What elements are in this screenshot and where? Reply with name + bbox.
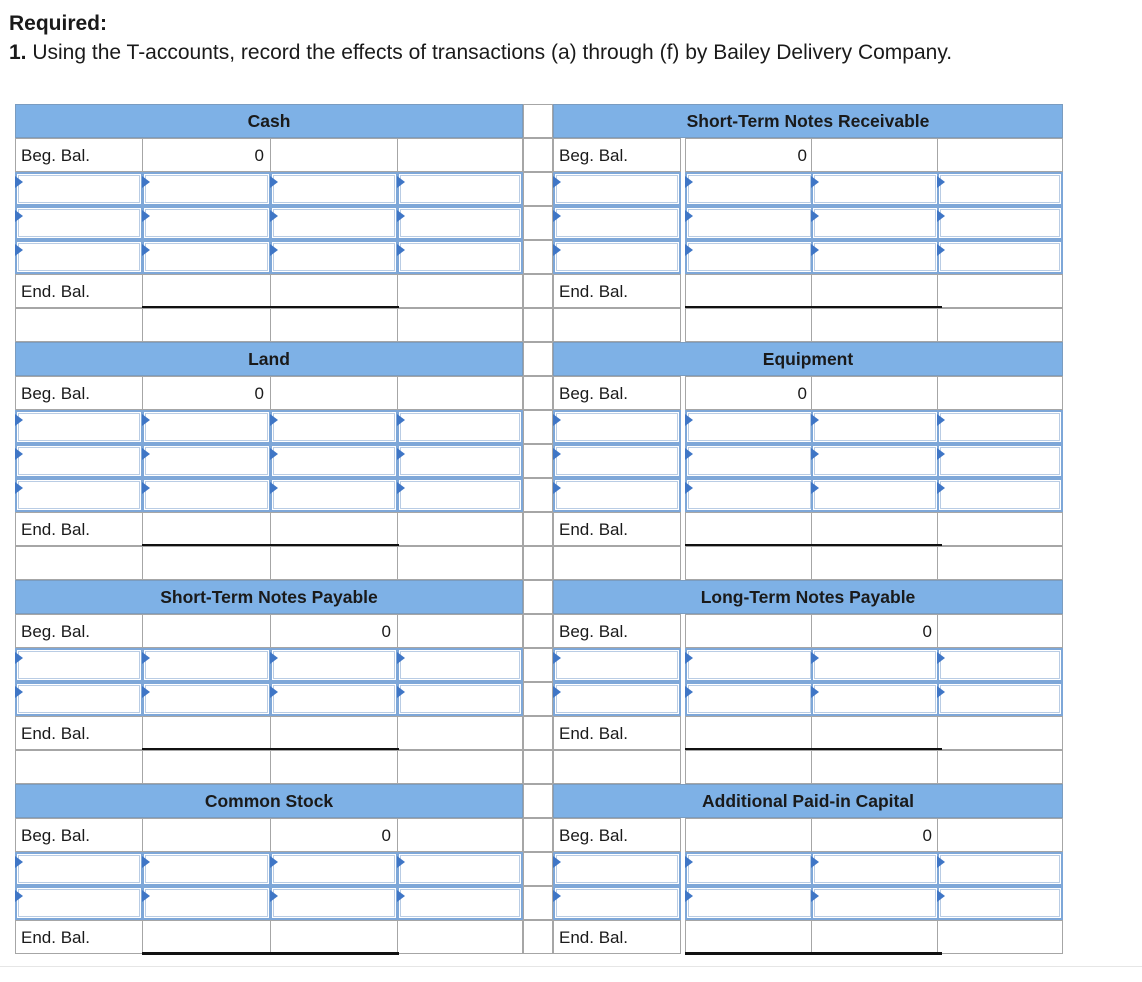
cash-transaction-ref-input[interactable] <box>15 172 143 206</box>
apic-debit-amount-input[interactable] <box>685 852 814 886</box>
equipment-credit-amount-input[interactable] <box>811 410 939 444</box>
separator-cell <box>523 512 553 546</box>
stnp-account-title: Short-Term Notes Payable <box>15 580 523 614</box>
common-stock-end-credit <box>270 920 398 954</box>
common-stock-beg-credit: 0 <box>270 818 398 852</box>
spacer-cell <box>142 546 271 580</box>
cash-extra-input[interactable] <box>397 206 523 240</box>
apic-credit-amount-input[interactable] <box>811 852 939 886</box>
spacer-cell <box>685 546 814 580</box>
separator-cell <box>523 546 553 580</box>
apic-end-credit <box>811 920 939 954</box>
empty-cell <box>397 274 523 308</box>
spacer-cell <box>15 308 143 342</box>
spacer-cell <box>937 308 1063 342</box>
required-label: Required: <box>9 12 108 35</box>
cash-extra-input[interactable] <box>397 172 523 206</box>
land-transaction-ref-input[interactable] <box>15 410 143 444</box>
land-account-title: Land <box>15 342 523 376</box>
spacer-cell <box>397 546 523 580</box>
stnp-beg-credit: 0 <box>270 614 398 648</box>
spacer-cell <box>811 308 939 342</box>
separator-cell <box>523 444 553 478</box>
stnr-beg-credit <box>811 138 939 172</box>
stnp-transaction-ref-input[interactable] <box>15 682 143 716</box>
end-bal-label: End. Bal. <box>15 716 143 750</box>
separator-cell <box>523 852 553 886</box>
common-stock-end-debit <box>142 920 271 954</box>
stnp-transaction-ref-input[interactable] <box>15 648 143 682</box>
equipment-beg-credit <box>811 376 939 410</box>
empty-cell <box>937 716 1063 750</box>
empty-cell <box>937 138 1063 172</box>
stnr-debit-amount-input[interactable] <box>685 206 814 240</box>
equipment-transaction-ref-input[interactable] <box>553 444 681 478</box>
equipment-credit-amount-input[interactable] <box>811 444 939 478</box>
ltnp-extra-input[interactable] <box>937 682 1063 716</box>
equipment-beg-debit: 0 <box>685 376 814 410</box>
beg-bal-label: Beg. Bal. <box>15 138 143 172</box>
apic-end-debit <box>685 920 814 954</box>
empty-cell <box>937 818 1063 852</box>
spacer-cell <box>553 546 681 580</box>
stnr-beg-debit: 0 <box>685 138 814 172</box>
spacer-cell <box>142 308 271 342</box>
empty-cell <box>397 614 523 648</box>
common-stock-extra-input[interactable] <box>397 886 523 920</box>
common-stock-account-title: Common Stock <box>15 784 523 818</box>
separator-cell <box>523 172 553 206</box>
apic-beg-debit <box>685 818 814 852</box>
stnp-extra-input[interactable] <box>397 648 523 682</box>
ltnp-end-debit <box>685 716 814 750</box>
common-stock-debit-amount-input[interactable] <box>142 852 271 886</box>
ltnp-debit-amount-input[interactable] <box>685 648 814 682</box>
stnr-extra-input[interactable] <box>937 240 1063 274</box>
land-transaction-ref-input[interactable] <box>15 444 143 478</box>
empty-cell <box>397 818 523 852</box>
cash-end-credit <box>270 274 398 308</box>
end-bal-label: End. Bal. <box>553 512 681 546</box>
ltnp-debit-amount-input[interactable] <box>685 682 814 716</box>
common-stock-extra-input[interactable] <box>397 852 523 886</box>
separator-cell <box>523 716 553 750</box>
separator-cell <box>523 274 553 308</box>
end-bal-label: End. Bal. <box>15 920 143 954</box>
cash-debit-amount-input[interactable] <box>142 172 271 206</box>
cash-debit-amount-input[interactable] <box>142 206 271 240</box>
common-stock-credit-amount-input[interactable] <box>270 886 398 920</box>
separator-cell <box>523 342 553 376</box>
beg-bal-label: Beg. Bal. <box>15 614 143 648</box>
common-stock-debit-amount-input[interactable] <box>142 886 271 920</box>
equipment-debit-amount-input[interactable] <box>685 410 814 444</box>
apic-extra-input[interactable] <box>937 886 1063 920</box>
end-bal-label: End. Bal. <box>553 274 681 308</box>
ltnp-extra-input[interactable] <box>937 648 1063 682</box>
separator-cell <box>523 648 553 682</box>
spacer-cell <box>270 308 398 342</box>
cash-credit-amount-input[interactable] <box>270 240 398 274</box>
cash-extra-input[interactable] <box>397 240 523 274</box>
ltnp-beg-credit: 0 <box>811 614 939 648</box>
empty-cell <box>397 920 523 954</box>
apic-beg-credit: 0 <box>811 818 939 852</box>
apic-debit-amount-input[interactable] <box>685 886 814 920</box>
empty-cell <box>397 138 523 172</box>
ltnp-end-credit <box>811 716 939 750</box>
land-extra-input[interactable] <box>397 478 523 512</box>
spacer-cell <box>397 750 523 784</box>
end-bal-label: End. Bal. <box>15 512 143 546</box>
cash-beg-credit <box>270 138 398 172</box>
stnr-debit-amount-input[interactable] <box>685 240 814 274</box>
spacer-cell <box>811 750 939 784</box>
land-end-credit <box>270 512 398 546</box>
spacer-cell <box>685 750 814 784</box>
empty-cell <box>397 376 523 410</box>
beg-bal-label: Beg. Bal. <box>553 614 681 648</box>
equipment-transaction-ref-input[interactable] <box>553 478 681 512</box>
empty-cell <box>937 274 1063 308</box>
empty-cell <box>937 512 1063 546</box>
apic-extra-input[interactable] <box>937 852 1063 886</box>
empty-cell <box>937 920 1063 954</box>
apic-credit-amount-input[interactable] <box>811 886 939 920</box>
beg-bal-label: Beg. Bal. <box>553 818 681 852</box>
separator-cell <box>523 784 553 818</box>
cash-end-debit <box>142 274 271 308</box>
end-balance-underline <box>142 952 399 955</box>
separator-cell <box>523 580 553 614</box>
spacer-cell <box>553 308 681 342</box>
separator-cell <box>523 478 553 512</box>
land-credit-amount-input[interactable] <box>270 410 398 444</box>
stnp-end-credit <box>270 716 398 750</box>
separator-cell <box>523 410 553 444</box>
ltnp-transaction-ref-input[interactable] <box>553 648 681 682</box>
cash-credit-amount-input[interactable] <box>270 206 398 240</box>
land-debit-amount-input[interactable] <box>142 478 271 512</box>
separator-cell <box>523 376 553 410</box>
separator-cell <box>523 138 553 172</box>
common-stock-transaction-ref-input[interactable] <box>15 852 143 886</box>
apic-transaction-ref-input[interactable] <box>553 886 681 920</box>
land-transaction-ref-input[interactable] <box>15 478 143 512</box>
land-end-debit <box>142 512 271 546</box>
cash-account-title: Cash <box>15 104 523 138</box>
separator-cell <box>523 682 553 716</box>
cash-credit-amount-input[interactable] <box>270 172 398 206</box>
land-beg-debit: 0 <box>142 376 271 410</box>
instruction-number: 1. <box>9 41 27 64</box>
stnr-end-credit <box>811 274 939 308</box>
beg-bal-label: Beg. Bal. <box>553 376 681 410</box>
stnr-credit-amount-input[interactable] <box>811 240 939 274</box>
beg-bal-label: Beg. Bal. <box>15 818 143 852</box>
stnp-extra-input[interactable] <box>397 682 523 716</box>
bottom-divider <box>0 966 1142 967</box>
separator-cell <box>523 920 553 954</box>
common-stock-credit-amount-input[interactable] <box>270 852 398 886</box>
land-extra-input[interactable] <box>397 410 523 444</box>
ltnp-credit-amount-input[interactable] <box>811 648 939 682</box>
cash-beg-debit: 0 <box>142 138 271 172</box>
stnr-extra-input[interactable] <box>937 206 1063 240</box>
equipment-transaction-ref-input[interactable] <box>553 410 681 444</box>
land-debit-amount-input[interactable] <box>142 410 271 444</box>
separator-cell <box>523 614 553 648</box>
stnr-credit-amount-input[interactable] <box>811 206 939 240</box>
cash-transaction-ref-input[interactable] <box>15 240 143 274</box>
equipment-extra-input[interactable] <box>937 410 1063 444</box>
end-bal-label: End. Bal. <box>15 274 143 308</box>
land-extra-input[interactable] <box>397 444 523 478</box>
equipment-debit-amount-input[interactable] <box>685 444 814 478</box>
separator-cell <box>523 104 553 138</box>
stnr-debit-amount-input[interactable] <box>685 172 814 206</box>
apic-account-title: Additional Paid-in Capital <box>553 784 1063 818</box>
spacer-cell <box>811 546 939 580</box>
empty-cell <box>397 716 523 750</box>
stnp-end-debit <box>142 716 271 750</box>
separator-cell <box>523 308 553 342</box>
apic-transaction-ref-input[interactable] <box>553 852 681 886</box>
spacer-cell <box>553 750 681 784</box>
separator-cell <box>523 818 553 852</box>
equipment-account-title: Equipment <box>553 342 1063 376</box>
equipment-extra-input[interactable] <box>937 444 1063 478</box>
separator-cell <box>523 886 553 920</box>
ltnp-transaction-ref-input[interactable] <box>553 682 681 716</box>
spacer-cell <box>270 546 398 580</box>
spacer-cell <box>937 546 1063 580</box>
equipment-credit-amount-input[interactable] <box>811 478 939 512</box>
common-stock-beg-debit <box>142 818 271 852</box>
separator-cell <box>523 240 553 274</box>
equipment-end-credit <box>811 512 939 546</box>
stnp-credit-amount-input[interactable] <box>270 682 398 716</box>
ltnp-credit-amount-input[interactable] <box>811 682 939 716</box>
separator-cell <box>523 750 553 784</box>
cash-debit-amount-input[interactable] <box>142 240 271 274</box>
stnp-debit-amount-input[interactable] <box>142 682 271 716</box>
end-bal-label: End. Bal. <box>553 716 681 750</box>
stnr-end-debit <box>685 274 814 308</box>
stnr-transaction-ref-input[interactable] <box>553 172 681 206</box>
beg-bal-label: Beg. Bal. <box>15 376 143 410</box>
empty-cell <box>937 614 1063 648</box>
end-bal-label: End. Bal. <box>553 920 681 954</box>
separator-cell <box>523 206 553 240</box>
stnp-credit-amount-input[interactable] <box>270 648 398 682</box>
empty-cell <box>397 512 523 546</box>
spacer-cell <box>397 308 523 342</box>
spacer-cell <box>937 750 1063 784</box>
spacer-cell <box>685 308 814 342</box>
stnr-account-title: Short-Term Notes Receivable <box>553 104 1063 138</box>
equipment-debit-amount-input[interactable] <box>685 478 814 512</box>
stnp-debit-amount-input[interactable] <box>142 648 271 682</box>
equipment-extra-input[interactable] <box>937 478 1063 512</box>
end-balance-underline <box>685 952 942 955</box>
ltnp-account-title: Long-Term Notes Payable <box>553 580 1063 614</box>
spacer-cell <box>15 546 143 580</box>
equipment-end-debit <box>685 512 814 546</box>
stnr-transaction-ref-input[interactable] <box>553 240 681 274</box>
land-credit-amount-input[interactable] <box>270 444 398 478</box>
land-beg-credit <box>270 376 398 410</box>
stnr-extra-input[interactable] <box>937 172 1063 206</box>
land-debit-amount-input[interactable] <box>142 444 271 478</box>
instruction-body: Using the T-accounts, record the effects of transactions (a) through (f) by Bailey Delivery Company. <box>26 41 953 64</box>
stnr-credit-amount-input[interactable] <box>811 172 939 206</box>
stnp-beg-debit <box>142 614 271 648</box>
ltnp-beg-debit <box>685 614 814 648</box>
common-stock-transaction-ref-input[interactable] <box>15 886 143 920</box>
beg-bal-label: Beg. Bal. <box>553 138 681 172</box>
spacer-cell <box>270 750 398 784</box>
spacer-cell <box>142 750 271 784</box>
stnr-transaction-ref-input[interactable] <box>553 206 681 240</box>
land-credit-amount-input[interactable] <box>270 478 398 512</box>
cash-transaction-ref-input[interactable] <box>15 206 143 240</box>
spacer-cell <box>15 750 143 784</box>
empty-cell <box>937 376 1063 410</box>
